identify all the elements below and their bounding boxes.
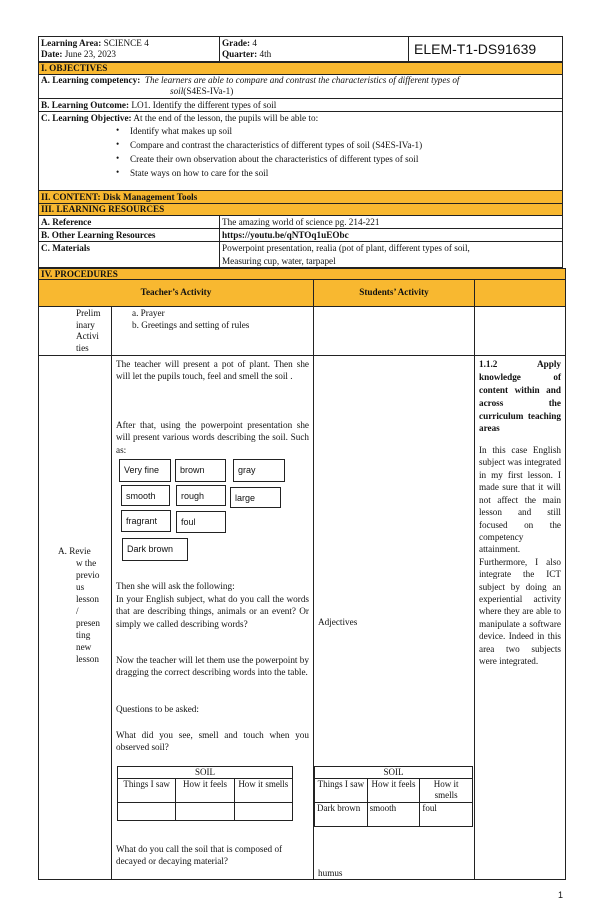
word-box[interactable]: Very fine xyxy=(119,459,171,482)
label-line: ties xyxy=(76,342,89,353)
teacher-paragraph: Now the teacher will let them use the powerpoint by dragging the correct describing words into the table. xyxy=(116,655,309,678)
other-resources-label: B. Other Learning Resources xyxy=(41,230,156,240)
word-box[interactable]: smooth xyxy=(121,485,170,506)
teacher-question: What do you call the soil that is composed of decayed or decaying material? xyxy=(116,844,283,867)
row-divider xyxy=(38,306,566,307)
resources-heading: III. LEARNING RESOURCES xyxy=(41,204,165,214)
materials-value xyxy=(222,243,562,267)
document-code: ELEM-T1-DS91639 xyxy=(414,41,537,57)
header-divider xyxy=(408,36,409,62)
label-line: new xyxy=(76,641,92,652)
materials-line: Powerpoint presentation, realia (pot of plant, different types of soil, xyxy=(222,243,470,253)
materials-label: C. Materials xyxy=(41,243,90,253)
learning-outcome: B. Learning Outcome: LO1. Identify the different types of soil xyxy=(41,100,277,110)
label-line: us xyxy=(76,581,85,592)
list-item: a. Prayer xyxy=(132,308,165,318)
preliminary-items xyxy=(132,308,249,332)
teacher-soil-table xyxy=(117,766,293,821)
word-box[interactable]: fragrant xyxy=(121,510,171,532)
student-activity-header: Students’ Activity xyxy=(359,287,429,297)
word-box[interactable]: brown xyxy=(175,459,226,482)
other-resources-link[interactable]: https://youtu.be/qNTOq1uEObc xyxy=(222,230,349,240)
quarter-field: Quarter: 4th xyxy=(222,49,272,59)
table-title: SOIL xyxy=(118,767,293,779)
label-line: Activi xyxy=(76,331,99,341)
label-line: A. Revie xyxy=(58,546,91,556)
table-cell: Dark brown xyxy=(315,802,368,826)
label-line: / xyxy=(76,605,79,616)
row-divider xyxy=(38,215,563,216)
word-box[interactable]: large xyxy=(230,487,281,508)
teacher-paragraph: The teacher will present a pot of plant. Then she will let the pupils touch, feel and smell the soil . xyxy=(116,359,309,382)
learning-objective: C. Learning Objective: At the end of the lesson, the pupils will be able to: xyxy=(41,113,319,123)
student-answer: humus xyxy=(318,868,343,878)
word-box[interactable]: rough xyxy=(176,485,226,506)
remarks-body: In this case English subject was integrated in my first lesson. I made sure that it will not affect the main lesson and still focused on the competency attainment. Furthermore, I also integrate the ICT subject by doing an experiential activity where they are able to manipulate a software device. Indeed in this area two subjects were integrated. xyxy=(479,445,561,667)
objective-list xyxy=(116,126,556,182)
procedures-heading: IV. PROCEDURES xyxy=(41,269,118,279)
student-answer: Adjectives xyxy=(318,617,358,627)
teacher-activity-header: Teacher’s Activity xyxy=(140,287,212,297)
label-line: lesson xyxy=(76,593,99,604)
label-line: w the xyxy=(76,557,97,568)
table-header: How it feels xyxy=(367,778,420,802)
list-item: • Create their own observation about the characteristics of different types of soil xyxy=(116,154,556,165)
row-divider xyxy=(38,98,563,99)
word-box[interactable]: Dark brown xyxy=(122,538,188,561)
reference-value: The amazing world of science pg. 214-221 xyxy=(222,217,380,227)
label-line: Prelim xyxy=(76,308,101,318)
table-header: Things I saw xyxy=(118,778,176,802)
column-divider xyxy=(474,280,475,880)
column-divider xyxy=(111,306,112,880)
preliminary-label xyxy=(76,308,101,354)
table-cell: smooth xyxy=(367,802,420,826)
objectives-heading: I. OBJECTIVES xyxy=(41,63,108,73)
remarks-title: 1.1.2 Apply knowledge of content within and across the curriculum teaching areas xyxy=(479,359,561,434)
word-box[interactable]: foul xyxy=(176,511,226,533)
objectives-heading-bar xyxy=(39,63,562,74)
table-header: How it smells xyxy=(420,778,473,802)
learning-area: Learning Area: SCIENCE 4 xyxy=(41,38,149,48)
page-number: 1 xyxy=(558,890,564,900)
label-line: lesson xyxy=(76,653,99,664)
header-divider xyxy=(219,36,220,62)
label-line: ting xyxy=(76,629,91,640)
date-field: Date: June 23, 2023 xyxy=(41,49,117,59)
table-cell: foul xyxy=(420,802,473,826)
row-divider xyxy=(38,279,566,280)
questions-heading: Questions to be asked: xyxy=(116,704,199,714)
row-divider xyxy=(38,241,563,242)
materials-line: Measuring cup, water, tarpapel xyxy=(222,256,336,267)
label-line: presen xyxy=(76,617,100,628)
label-line: previo xyxy=(76,569,100,580)
table-cell xyxy=(118,802,176,820)
table-header: How it smells xyxy=(234,778,292,802)
label-line: inary xyxy=(76,319,95,330)
list-item: • Identify what makes up soil xyxy=(116,126,556,137)
word-box[interactable]: gray xyxy=(233,459,285,482)
student-soil-table xyxy=(314,766,473,827)
table-header: Things I saw xyxy=(315,778,368,802)
table-title: SOIL xyxy=(315,767,473,779)
table-cell xyxy=(234,802,292,820)
grade-field: Grade: 4 xyxy=(222,38,257,48)
reference-label: A. Reference xyxy=(41,217,92,227)
row-divider xyxy=(38,111,563,112)
teacher-paragraph: In your English subject, what do you call the words that are describing things, animals or an event? Or simply we called describing words? xyxy=(116,594,309,629)
content-heading: II. CONTENT: Disk Management Tools xyxy=(41,192,198,202)
teacher-question: What did you see, smell and touch when you observed soil? xyxy=(116,730,309,753)
teacher-paragraph: After that, using the powerpoint presentation she will present various words describing the soil. Such as: xyxy=(116,420,309,455)
list-item: • Compare and contrast the characteristics of different types of soil (S4ES-IVa-1) xyxy=(116,140,556,151)
table-cell xyxy=(176,802,234,820)
list-item: • State ways on how to care for the soil xyxy=(116,168,556,179)
learning-competency-cont: soil(S4ES-IVa-1) xyxy=(170,86,234,96)
learning-competency: A. Learning competency: The learners are able to compare and contrast the characteristics of different types of xyxy=(41,75,460,85)
table-header: How it feels xyxy=(176,778,234,802)
teacher-prompt: Then she will ask the following: xyxy=(116,581,235,591)
list-item: b. Greetings and setting of rules xyxy=(132,319,250,330)
row-divider xyxy=(38,228,563,229)
row-divider xyxy=(38,355,566,356)
review-label xyxy=(58,546,100,666)
